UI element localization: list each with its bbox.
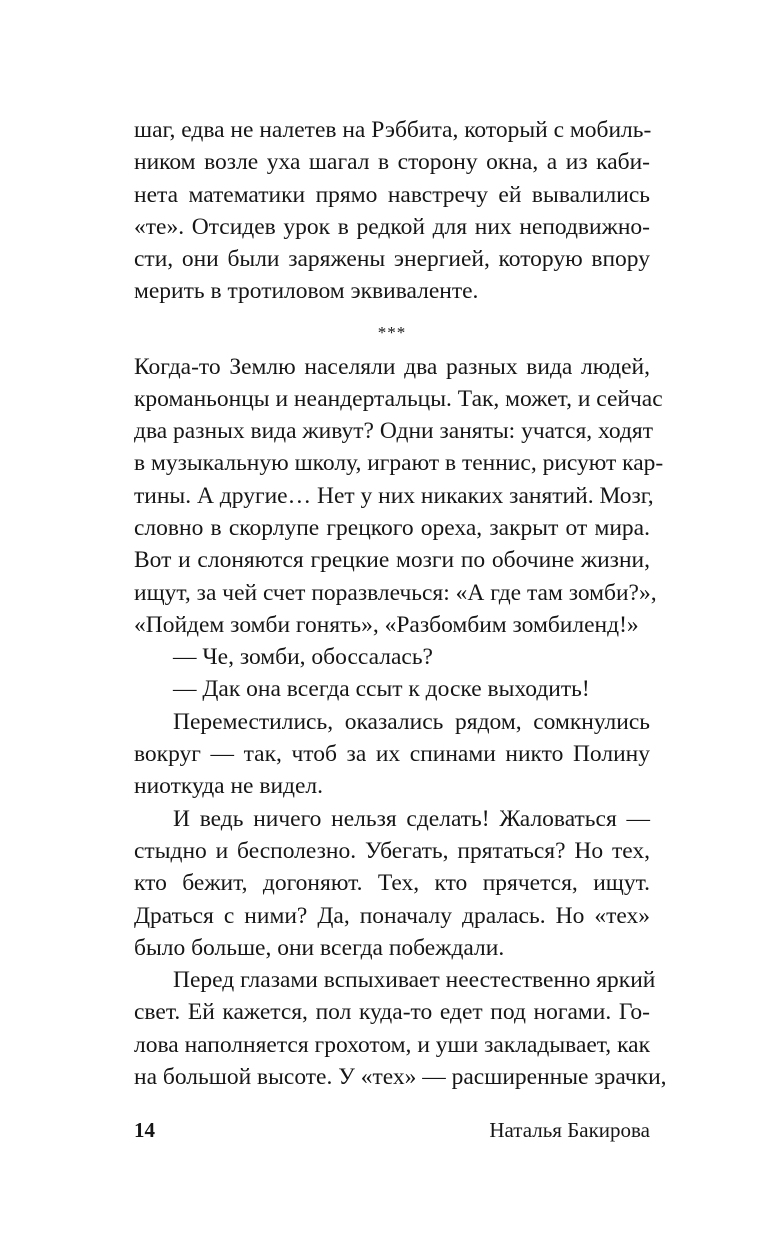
text-line: ником возле уха шагал в сторону окна, а из каби- xyxy=(134,149,650,175)
text-line: нета математики прямо навстречу ей вывалились xyxy=(134,182,650,208)
text-line: шаг, едва не налетев на Рэббита, который с мобиль- xyxy=(134,117,652,143)
text-line: кто бежит, догоняют. Тех, кто прячется, ищут. xyxy=(134,870,650,896)
running-author: Наталья Бакирова xyxy=(489,1118,650,1142)
text-line: кроманьонцы и неандертальцы. Так, может, и сейчас xyxy=(134,386,663,412)
text-line: свет. Ей кажется, пол куда-то едет под ногами. Го- xyxy=(134,999,650,1025)
page-number: 14 xyxy=(134,1118,155,1142)
text-line: мерить в тротиловом эквиваленте. xyxy=(134,278,479,304)
text-line: «Пойдем зомби гонять», «Разбомбим зомбиленд!» xyxy=(134,612,639,638)
text-line: вокруг — так, чтоб за их спинами никто Полину xyxy=(134,741,650,767)
text-line: Драться с ними? Да, поначалу дралась. Но «тех» xyxy=(134,903,650,929)
text-line: было больше, они всегда побеждали. xyxy=(134,935,505,961)
text-line: «те». Отсидев урок в редкой для них неподвижно- xyxy=(134,214,650,240)
text-line: словно в скорлупе грецкого ореха, закрыт от мира. xyxy=(134,515,650,541)
text-line: два разных вида живут? Одни заняты: учатся, ходят xyxy=(134,418,653,444)
text-line: ищут, за чей счет поразвлечься: «А где там зомби?», xyxy=(134,580,657,606)
dialogue-line: — Че, зомби, обоссалась? xyxy=(173,644,433,670)
text-line: на большой высоте. У «тех» — расширенные зрачки, xyxy=(134,1064,667,1090)
text-line: И ведь ничего нельзя сделать! Жаловаться — xyxy=(173,806,650,832)
dialogue-line: — Дак она всегда ссыт к доске выходить! xyxy=(173,676,590,702)
text-line: Перед глазами вспыхивает неестественно яркий xyxy=(173,967,656,993)
text-line: тины. А другие… Нет у них никаких занятий. Мозг, xyxy=(134,483,654,509)
text-line: ниоткуда не видел. xyxy=(134,773,324,799)
text-line: стыдно и бесполезно. Убегать, прятаться? Но тех, xyxy=(134,838,650,864)
text-line: Переместились, оказались рядом, сомкнулись xyxy=(173,709,650,735)
text-line: Вот и слоняются грецкие мозги по обочине жизни, xyxy=(134,547,650,573)
text-line: лова наполняется грохотом, и уши закладывает, как xyxy=(134,1032,650,1058)
section-separator: *** xyxy=(377,323,407,342)
text-line: в музыкальную школу, играют в теннис, рисуют кар- xyxy=(134,450,664,476)
text-line: Когда-то Землю населяли два разных вида людей, xyxy=(134,354,650,380)
text-line: сти, они были заряжены энергией, которую впору xyxy=(134,246,650,272)
